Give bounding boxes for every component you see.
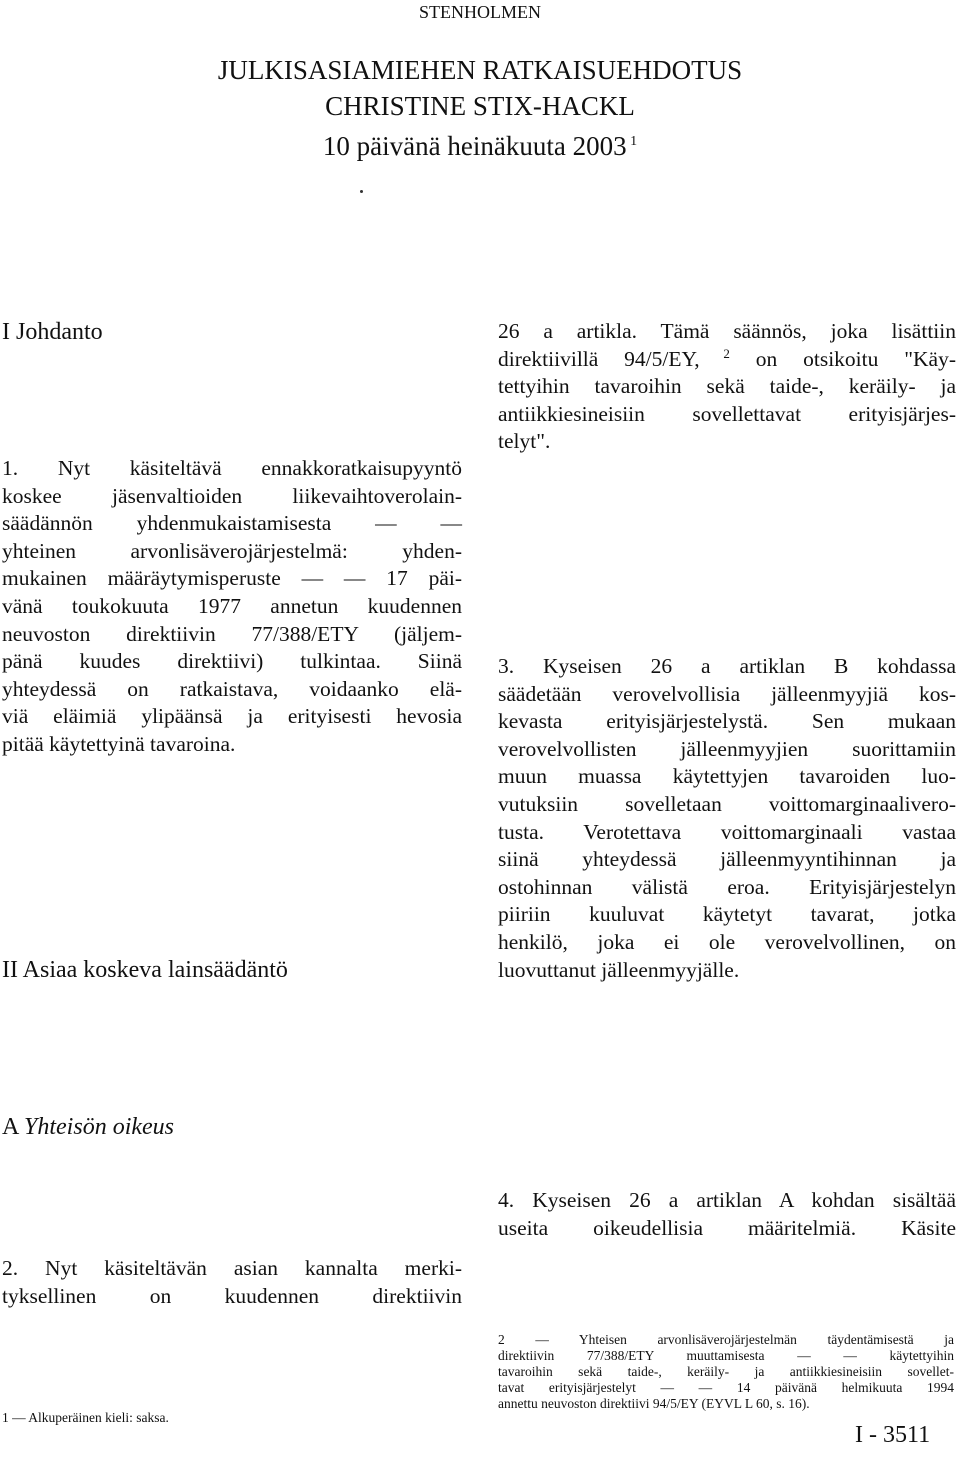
text-run: direktiivillä 94/5/EY, xyxy=(498,346,700,371)
footnote-1: 1 — Alkuperäinen kieli: saksa. xyxy=(2,1410,169,1425)
paragraph-line: muun muassa käytettyjen tavaroiden luo- xyxy=(498,764,956,789)
paragraph-line: 3. Kyseisen 26 a artiklan B kohdassa xyxy=(498,654,956,678)
paragraph-line: pitää käytettyinä tavaroina. xyxy=(2,731,236,756)
heading-introduction: I Johdanto xyxy=(2,319,103,345)
paragraph-line: ostohinnan välistä eroa. Erityisjärjestelyn xyxy=(498,874,956,899)
paragraph-line: tettyihin tavaroihin sekä taide-, keräily- ja xyxy=(498,374,956,399)
paragraph-line: pänä kuudes direktiivi) tulkintaa. Siinä xyxy=(2,649,462,674)
heading-community-title: Yhteisön oikeus xyxy=(24,1114,175,1140)
paragraph-line: luovuttanut jälleenmyyjälle. xyxy=(498,957,740,982)
paragraph-line: koskee jäsenvaltioiden liikevaihtoverolain- xyxy=(2,483,462,508)
title-line-1: JULKISASIAMIEHEN RATKAISUEHDOTUS xyxy=(217,55,743,85)
paragraph-line: vutuksiin sovelletaan voittomarginaalivero- xyxy=(498,791,956,816)
paragraph-line: 4. Kyseisen 26 a artiklan A kohdan sisältää xyxy=(498,1188,956,1212)
paragraph-line: viä eläimiä ylipäänsä ja erityisesti hevosia xyxy=(2,704,462,729)
paragraph-line: henkilö, joka ei ole verovelvollinen, on xyxy=(498,929,956,954)
text-run: on otsikoitu "Käy- xyxy=(729,346,956,371)
footnote-line: tavaroihin sekä taide-, keräily- ja antiikkiesineisiin sovellet- xyxy=(498,1364,954,1379)
paragraph-line: 26 a artikla. Tämä säännös, joka lisättiin xyxy=(498,319,956,343)
paragraph-line: verovelvollisten jälleenmyyjien suorittamiin xyxy=(498,736,956,761)
paragraph-line: vänä toukokuuta 1977 annetun kuudennen xyxy=(2,593,462,618)
paragraph-line: säädännön yhdenmukaistamisesta — — xyxy=(2,511,462,536)
paragraph-line: kevasta erityisjärjestelystä. Sen mukaan xyxy=(498,709,956,734)
paragraph-line: yhteydessä on ratkaistava, voidaanko elä- xyxy=(2,676,462,701)
paragraph-line: 1. Nyt käsiteltävä ennakkoratkaisupyyntö xyxy=(2,456,462,480)
paragraph-line: neuvoston direktiivin 77/388/ETY (jäljem- xyxy=(2,621,462,646)
heading-relevant-law: II Asiaa koskeva lainsäädäntö xyxy=(2,957,288,983)
stray-dot-mark xyxy=(360,190,363,193)
paragraph-line: piiriin kuuluvat käytetyt tavarat, jotka xyxy=(498,902,956,927)
document-title-block xyxy=(0,52,960,164)
paragraph-4 xyxy=(498,1187,956,1242)
footnote-line: direktiivin 77/388/ETY muuttamisesta — — käytettyihin xyxy=(498,1348,954,1363)
heading-community-law xyxy=(2,1112,174,1142)
paragraph-line: mukainen määräytymisperuste — — 17 päi- xyxy=(2,566,462,591)
running-header: STENHOLMEN xyxy=(419,2,541,22)
paragraph-line: yhteinen arvonlisäverojärjestelmä: yhden- xyxy=(2,538,462,563)
footnote-ref-1: 1 xyxy=(630,134,638,149)
paragraph-2 xyxy=(2,1255,462,1310)
footnote-line: tavat erityisjärjestelyt — — 14 päivänä helmikuuta 1994 xyxy=(498,1380,954,1395)
paragraph-1-continued xyxy=(498,318,956,456)
paragraph-line: 2. Nyt käsiteltävän asian kannalta merki- xyxy=(2,1256,462,1280)
paragraph-line: säädetään verovelvollisia jälleenmyyjiä kos- xyxy=(498,681,956,706)
title-line-2: CHRISTINE STIX-HACKL xyxy=(325,91,635,121)
title-line-3 xyxy=(0,124,960,164)
paragraph-3 xyxy=(498,653,956,984)
heading-letter: A xyxy=(2,1114,19,1140)
paragraph-1 xyxy=(2,455,462,759)
paragraph-line: tyksellinen on kuudennen direktiivin xyxy=(2,1283,462,1308)
title-date: 10 päivänä heinäkuuta 2003 xyxy=(322,131,627,161)
paragraph-line: telyt". xyxy=(498,429,551,454)
paragraph-line: siinä yhteydessä jälleenmyyntihinnan ja xyxy=(498,847,956,872)
footnote-line: annettu neuvoston direktiivi 94/5/EY (EYVL L 60, s. 16). xyxy=(498,1396,810,1411)
page-number: I - 3511 xyxy=(855,1422,931,1448)
paragraph-line: useita oikeudellisia määritelmiä. Käsite xyxy=(498,1215,956,1240)
paragraph-line xyxy=(498,346,956,374)
footnote-line: 2 — Yhteisen arvonlisäverojärjestelmän täydentämisestä ja xyxy=(498,1332,954,1347)
paragraph-line: antiikkiesineisiin sovellettavat erityisjärjes- xyxy=(498,401,956,426)
footnote-2 xyxy=(498,1332,954,1412)
paragraph-line: tusta. Verotettava voittomarginaali vastaa xyxy=(498,819,956,844)
footnote-ref-2: 2 xyxy=(723,345,730,361)
